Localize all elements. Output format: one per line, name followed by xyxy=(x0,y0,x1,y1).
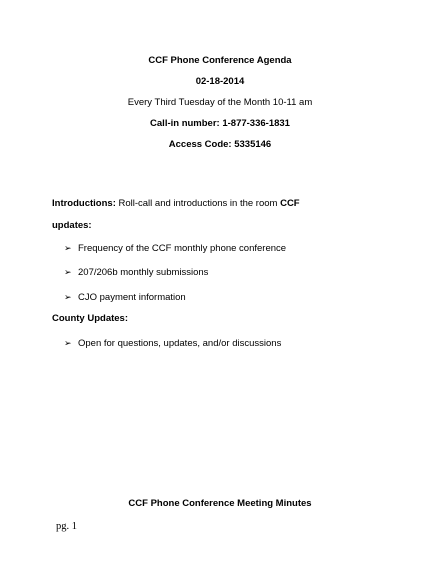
arrow-bullet-icon: ➢ xyxy=(64,292,72,302)
callin-number: Call-in number: 1-877-336-1831 xyxy=(150,118,290,129)
ccf-label: CCF xyxy=(280,198,300,209)
introductions-label: Introductions: xyxy=(52,198,116,209)
arrow-bullet-icon: ➢ xyxy=(64,267,72,277)
agenda-date: 02-18-2014 xyxy=(195,76,245,87)
updates-label: updates: xyxy=(52,220,92,231)
minutes-title: CCF Phone Conference Meeting Minutes xyxy=(128,498,312,509)
county-updates-label: County Updates: xyxy=(52,313,128,324)
page-number: pg. 1 xyxy=(56,521,77,532)
list-item: ➢ Frequency of the CCF monthly phone conference xyxy=(64,243,287,254)
list-item: ➢ 207/206b monthly submissions xyxy=(64,267,209,278)
list-item: ➢ Open for questions, updates, and/or discussions xyxy=(64,338,282,349)
list-item: ➢ CJO payment information xyxy=(64,292,186,303)
agenda-schedule: Every Third Tuesday of the Month 10-11 am xyxy=(127,97,313,108)
agenda-title: CCF Phone Conference Agenda xyxy=(148,55,292,66)
access-code: Access Code: 5335146 xyxy=(168,139,272,150)
introductions-line xyxy=(52,198,300,210)
arrow-bullet-icon: ➢ xyxy=(64,243,72,253)
arrow-bullet-icon: ➢ xyxy=(64,338,72,348)
introductions-text: Roll-call and introductions in the room xyxy=(115,198,281,209)
